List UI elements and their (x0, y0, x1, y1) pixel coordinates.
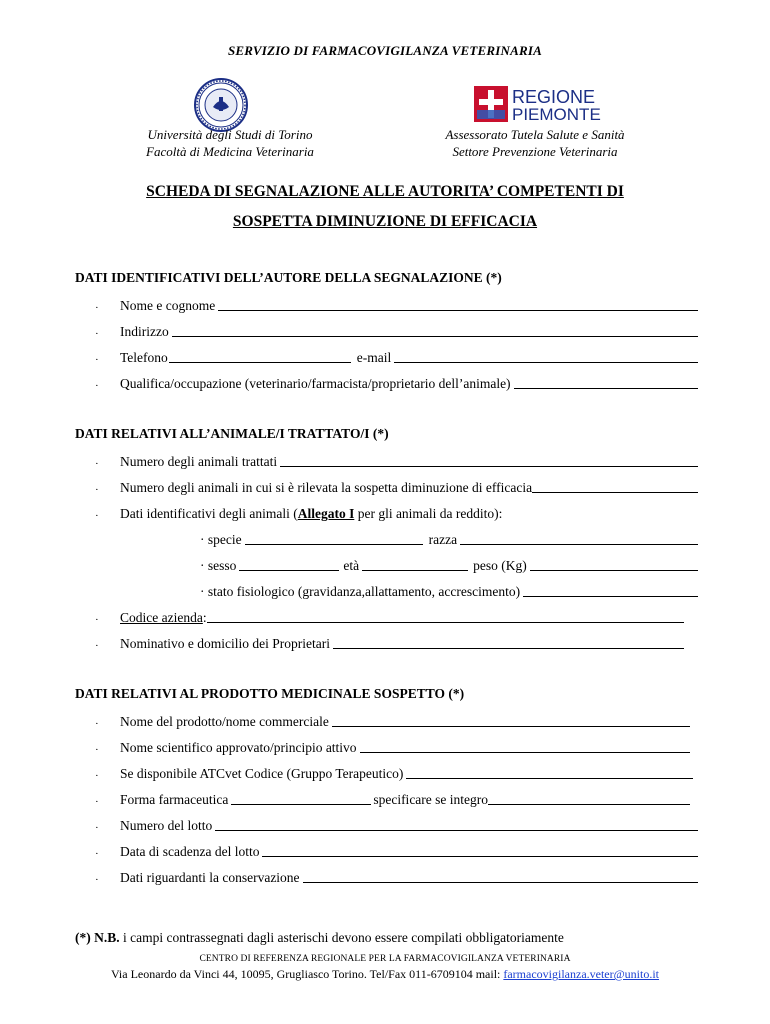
sector-name: Settore Prevenzione Veterinaria (452, 144, 618, 159)
weight-field[interactable] (530, 570, 698, 571)
animal-ident-row (95, 504, 700, 522)
bullet: · (95, 874, 99, 886)
bullet: · (95, 796, 99, 808)
bullet: · (95, 614, 99, 626)
animal-ident-pre: Dati identificativi degli animali ( (120, 506, 298, 521)
author-contact-row (95, 348, 700, 366)
bullet: · (95, 848, 99, 860)
university-name: Università degli Studi di Torino (147, 127, 313, 142)
bullet: · (95, 822, 99, 834)
phone-label: Telefono (120, 350, 168, 365)
author-address-label: Indirizzo (120, 324, 169, 339)
age-label: età (343, 558, 360, 573)
expiry-date-row (95, 842, 700, 860)
num-reduced-row (95, 478, 700, 496)
sex-label: · sesso (200, 558, 237, 573)
qualification-label: Qualifica/occupazione (veterinario/farmacista/proprietario dell’animale) (120, 376, 511, 391)
farm-code-label: Codice azienda (120, 610, 203, 625)
bullet: · (95, 484, 99, 496)
bullet: · (95, 770, 99, 782)
owners-field[interactable] (333, 648, 684, 649)
author-name-label: Nome e cognome (120, 298, 216, 313)
bullet: · (95, 328, 99, 340)
faculty-name: Facoltà di Medicina Veterinaria (146, 144, 314, 159)
regione-piemonte-logo (474, 86, 604, 122)
owners-label: Nominativo e domicilio dei Proprietari (120, 636, 330, 651)
pharma-form-row (95, 790, 692, 808)
num-treated-row (95, 452, 700, 470)
department-name: Assessorato Tutela Salute e Sanità (445, 127, 625, 142)
bullet: · (95, 718, 99, 730)
physio-label: · stato fisiologico (gravidanza,allattamento, accrescimento) (200, 584, 521, 599)
bullet: · (95, 510, 99, 522)
email-label: e-mail (356, 350, 392, 365)
bullet: · (95, 458, 99, 470)
scientific-name-label: Nome scientifico approvato/principio attivo (120, 740, 357, 755)
atc-code-row (95, 764, 695, 782)
bullet: · (95, 302, 99, 314)
owners-row (95, 634, 686, 652)
note-text: i campi contrassegnati dagli asterischi devono essere compilati obbligatoriamente (119, 930, 564, 945)
expiry-date-label: Data di scadenza del lotto (120, 844, 260, 859)
piemonte-logo-text: PIEMONTE (512, 105, 601, 122)
author-name-field[interactable] (218, 310, 698, 311)
integrity-field[interactable] (488, 804, 690, 805)
atc-code-field[interactable] (406, 778, 693, 779)
regione-logo-text: REGIONE (512, 87, 596, 107)
form-title-line2: SOSPETTA DIMINUZIONE DI EFFICACIA (232, 213, 538, 230)
mandatory-note (75, 930, 564, 946)
university-seal-logo (193, 77, 249, 133)
scientific-name-field[interactable] (360, 752, 690, 753)
bullet: · (95, 354, 99, 366)
animal-ident-label (120, 506, 502, 522)
footer-address-text: Via Leonardo da Vinci 44, 10095, Grugliasco Torino. Tel/Fax 011-6709104 mail: (110, 967, 504, 981)
species-label: · specie (200, 532, 242, 547)
expiry-date-field[interactable] (262, 856, 698, 857)
bullet: · (95, 640, 99, 652)
author-name-row (95, 296, 700, 314)
section-author-heading: DATI IDENTIFICATIVI DELL’AUTORE DELLA SEGNALAZIONE (*) (75, 270, 502, 285)
physio-row (200, 582, 700, 600)
num-treated-label: Numero degli animali trattati (120, 454, 278, 469)
note-mark: (*) N.B. (75, 930, 120, 945)
phone-field[interactable] (169, 362, 351, 363)
footer-email-link[interactable]: farmacovigilanza.veter@unito.it (503, 967, 660, 981)
product-name-row (95, 712, 692, 730)
physio-field[interactable] (523, 596, 698, 597)
storage-row (95, 868, 700, 886)
bullet: · (95, 380, 99, 392)
section-product-heading: DATI RELATIVI AL PRODOTTO MEDICINALE SOSPETTO (*) (75, 686, 465, 701)
lot-number-field[interactable] (215, 830, 698, 831)
farm-code-colon: : (202, 610, 207, 625)
species-field[interactable] (245, 544, 423, 545)
num-reduced-field[interactable] (532, 492, 698, 493)
pharma-form-field[interactable] (231, 804, 371, 805)
scientific-name-row (95, 738, 692, 756)
section-animal-heading: DATI RELATIVI ALL’ANIMALE/I TRATTATO/I (*) (75, 426, 389, 441)
author-address-field[interactable] (172, 336, 698, 337)
breed-field[interactable] (460, 544, 698, 545)
left-institution (105, 126, 355, 160)
sex-field[interactable] (239, 570, 339, 571)
form-title-line1: SCHEDA DI SEGNALAZIONE ALLE AUTORITA’ COMPETENTI DI (146, 183, 624, 200)
author-qualification-row (95, 374, 700, 392)
email-field[interactable] (394, 362, 698, 363)
animal-ident-post: per gli animali da reddito): (354, 506, 503, 521)
breed-label: razza (428, 532, 458, 547)
service-title: SERVIZIO DI FARMACOVIGILANZA VETERINARIA (228, 43, 542, 58)
num-treated-field[interactable] (280, 466, 698, 467)
species-breed-row (200, 530, 700, 548)
qualification-field[interactable] (514, 388, 698, 389)
product-name-field[interactable] (332, 726, 690, 727)
farm-code-field[interactable] (207, 622, 684, 623)
lot-number-row (95, 816, 700, 834)
footer-center-name: CENTRO DI REFERENZA REGIONALE PER LA FARMACOVIGILANZA VETERINARIA (199, 954, 571, 964)
footer-address (0, 967, 770, 982)
pharma-form-label: Forma farmaceutica (120, 792, 229, 807)
age-field[interactable] (362, 570, 468, 571)
sex-age-weight-row (200, 556, 700, 574)
farm-code-label-wrap (120, 610, 207, 626)
product-name-label: Nome del prodotto/nome commerciale (120, 714, 329, 729)
storage-label: Dati riguardanti la conservazione (120, 870, 300, 885)
integrity-label: specificare se integro (373, 792, 489, 807)
atc-code-label: Se disponibile ATCvet Codice (Gruppo Terapeutico) (120, 766, 404, 781)
storage-field[interactable] (303, 882, 698, 883)
lot-number-label: Numero del lotto (120, 818, 213, 833)
farm-code-row (95, 608, 686, 626)
bullet: · (95, 744, 99, 756)
right-institution (410, 126, 660, 160)
weight-label: peso (Kg) (473, 558, 527, 573)
num-reduced-label: Numero degli animali in cui si è rilevata la sospetta diminuzione di efficacia (120, 480, 533, 495)
author-address-row (95, 322, 700, 340)
allegato-link: Allegato I (297, 506, 355, 521)
